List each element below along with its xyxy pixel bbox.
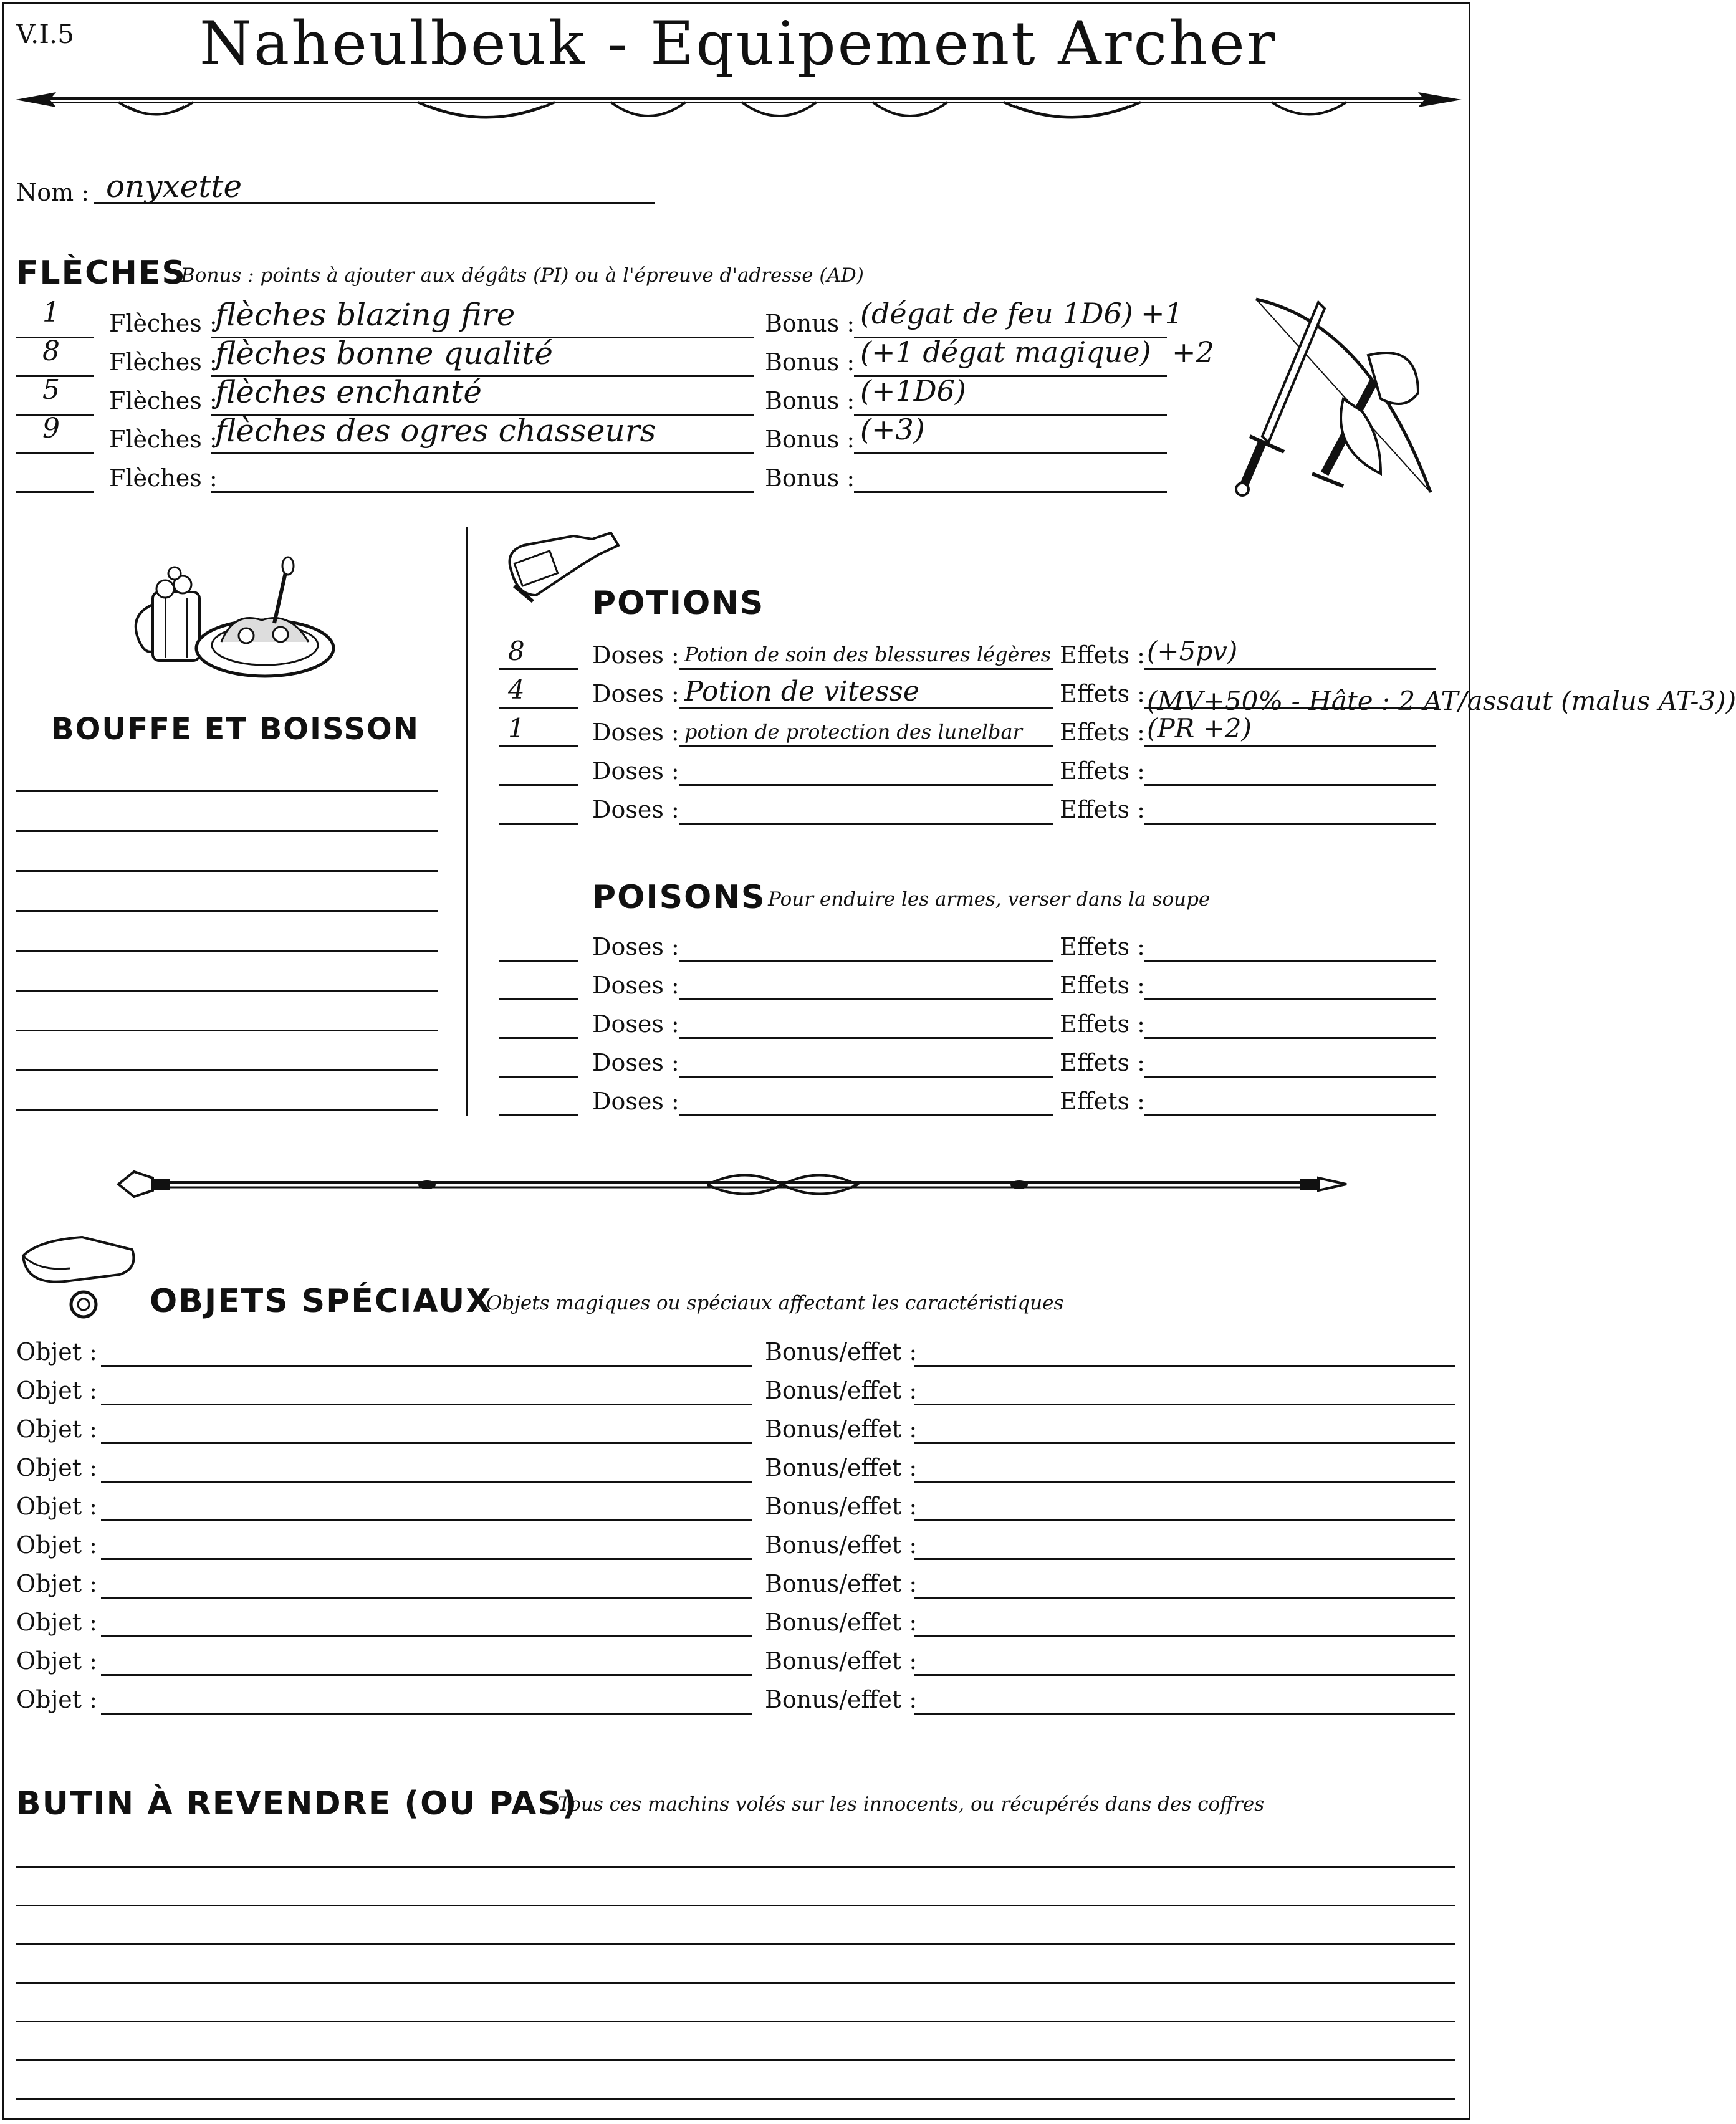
potion-name-line: [679, 745, 1053, 747]
object-line[interactable]: [101, 1442, 752, 1444]
object-bonus-line[interactable]: [914, 1442, 1455, 1444]
potion-effect[interactable]: (MV+50% - Hâte : 2 AT/assaut (malus AT-3)): [1147, 686, 1736, 716]
arrow-bonus[interactable]: (+1 dégat magique): [860, 335, 1151, 369]
arrow-qty-label: Flèches :: [109, 348, 218, 376]
loot-line[interactable]: [16, 2059, 1455, 2061]
object-bonus-line[interactable]: [914, 1674, 1455, 1676]
potion-name-line: [679, 784, 1053, 786]
poison-name-line[interactable]: [679, 960, 1053, 962]
arrow-bonus-extra[interactable]: +1: [1141, 297, 1183, 330]
poison-doses-label: Doses :: [592, 1010, 679, 1038]
object-bonus-label: Bonus/effet :: [765, 1647, 918, 1675]
arrows-subtitle: Bonus : points à ajouter aux dégâts (PI) ou à l'épreuve d'adresse (AD): [181, 264, 864, 287]
potion-qty-line: [499, 745, 578, 747]
object-bonus-label: Bonus/effet :: [765, 1377, 918, 1404]
arrow-qty-line: [16, 452, 94, 454]
food-line[interactable]: [16, 830, 438, 832]
column-divider: [466, 527, 468, 1116]
potion-doses-label: Doses :: [592, 796, 679, 823]
object-bonus-line[interactable]: [914, 1635, 1455, 1637]
name-line: [94, 202, 655, 204]
object-bonus-label: Bonus/effet :: [765, 1570, 918, 1597]
arrow-name-line: [211, 452, 754, 454]
poison-qty-line[interactable]: [499, 960, 578, 962]
arrow-bonus-label: Bonus :: [765, 426, 855, 453]
potion-effect-line: [1144, 745, 1436, 747]
poison-effects-label: Effets :: [1060, 1010, 1145, 1038]
arrow-qty[interactable]: 8: [42, 335, 60, 367]
poisons-heading: POISONS: [592, 879, 766, 916]
poison-name-line[interactable]: [679, 1076, 1053, 1078]
potion-name[interactable]: Potion de vitesse: [684, 676, 919, 707]
potion-name[interactable]: Potion de soin des blessures légères: [684, 643, 1052, 666]
poison-qty-line[interactable]: [499, 1076, 578, 1078]
object-line[interactable]: [101, 1635, 752, 1637]
special-heading: OBJETS SPÉCIAUX: [150, 1283, 492, 1320]
potion-effects-label: Effets :: [1060, 719, 1145, 746]
arrow-bonus-extra[interactable]: +2: [1172, 335, 1214, 369]
potion-doses-label: Doses :: [592, 757, 679, 785]
arrow-name-line: [211, 491, 754, 493]
loot-heading: BUTIN À REVENDRE (OU PAS): [16, 1785, 578, 1822]
potion-qty-line: [499, 707, 578, 709]
object-bonus-line[interactable]: [914, 1481, 1455, 1483]
poison-effects-label: Effets :: [1060, 1088, 1145, 1115]
arrow-qty-label: Flèches :: [109, 310, 218, 337]
object-bonus-line[interactable]: [914, 1404, 1455, 1405]
arrows-heading: FLÈCHES: [16, 254, 186, 292]
poison-qty-line[interactable]: [499, 1037, 578, 1039]
object-label: Objet :: [16, 1415, 97, 1443]
potion-name[interactable]: potion de protection des lunelbar: [684, 720, 1022, 744]
potions-heading: POTIONS: [592, 585, 765, 622]
poison-qty-line[interactable]: [499, 1114, 578, 1116]
spear-divider-top-icon: [12, 80, 1465, 136]
object-label: Objet :: [16, 1647, 97, 1675]
potion-qty[interactable]: 4: [508, 674, 525, 705]
food-line[interactable]: [16, 870, 438, 872]
arrow-name[interactable]: flèches enchanté: [215, 374, 482, 410]
potion-name-line: [679, 668, 1053, 670]
loot-line[interactable]: [16, 1943, 1455, 1945]
food-drink-icon: [128, 555, 340, 679]
object-bonus-label: Bonus/effet :: [765, 1338, 918, 1366]
potion-effects-label: Effets :: [1060, 680, 1145, 707]
object-line[interactable]: [101, 1365, 752, 1367]
object-line[interactable]: [101, 1519, 752, 1521]
potion-name-line: [679, 823, 1053, 825]
version-label: V.I.5: [16, 19, 75, 49]
poison-effects-label: Effets :: [1060, 972, 1145, 999]
food-line[interactable]: [16, 1069, 438, 1071]
poison-name-line[interactable]: [679, 998, 1053, 1000]
arrow-qty[interactable]: 5: [42, 374, 60, 406]
crossed-weapons-icon: [1219, 287, 1455, 511]
poison-doses-label: Doses :: [592, 1049, 679, 1076]
arrow-bonus[interactable]: (dégat de feu 1D6): [860, 297, 1133, 330]
object-bonus-line[interactable]: [914, 1713, 1455, 1715]
object-bonus-line[interactable]: [914, 1558, 1455, 1560]
food-line[interactable]: [16, 990, 438, 992]
potion-effect[interactable]: (PR +2): [1147, 713, 1252, 744]
potion-doses-label: Doses :: [592, 719, 679, 746]
page-title: Naheulbeuk - Equipement Archer: [199, 9, 1277, 79]
poison-doses-label: Doses :: [592, 1088, 679, 1115]
potion-qty[interactable]: 8: [508, 636, 525, 666]
object-line[interactable]: [101, 1674, 752, 1676]
scroll-ring-icon: [14, 1231, 145, 1324]
object-line[interactable]: [101, 1404, 752, 1405]
object-line[interactable]: [101, 1558, 752, 1560]
object-line[interactable]: [101, 1597, 752, 1599]
potion-effect-line: [1144, 668, 1436, 670]
object-bonus-label: Bonus/effet :: [765, 1415, 918, 1443]
poison-effect-line[interactable]: [1144, 998, 1436, 1000]
object-label: Objet :: [16, 1493, 97, 1520]
name-label: Nom :: [16, 179, 90, 206]
food-line[interactable]: [16, 910, 438, 912]
arrow-qty[interactable]: 9: [42, 413, 60, 444]
loot-line[interactable]: [16, 1982, 1455, 1984]
potion-effect-line: [1144, 784, 1436, 786]
poison-effect-line[interactable]: [1144, 960, 1436, 962]
poison-qty-line[interactable]: [499, 998, 578, 1000]
arrow-qty-label: Flèches :: [109, 426, 218, 453]
potion-qty-line: [499, 668, 578, 670]
food-line[interactable]: [16, 790, 438, 792]
arrow-qty[interactable]: 1: [42, 297, 60, 328]
food-line[interactable]: [16, 1109, 438, 1111]
staff-divider-icon: [115, 1162, 1350, 1206]
potion-effect-line: [1144, 823, 1436, 825]
potion-effects-label: Effets :: [1060, 641, 1145, 669]
food-line[interactable]: [16, 950, 438, 952]
poison-doses-label: Doses :: [592, 933, 679, 960]
arrow-bonus-label: Bonus :: [765, 348, 855, 376]
object-bonus-label: Bonus/effet :: [765, 1493, 918, 1520]
food-heading: BOUFFE ET BOISSON: [51, 712, 420, 747]
arrow-qty-line: [16, 491, 94, 493]
poisons-subtitle: Pour enduire les armes, verser dans la soupe: [768, 888, 1211, 911]
object-label: Objet :: [16, 1570, 97, 1597]
object-label: Objet :: [16, 1377, 97, 1404]
object-label: Objet :: [16, 1531, 97, 1559]
potion-effect[interactable]: (+5pv): [1147, 636, 1238, 666]
potion-qty-line: [499, 823, 578, 825]
arrow-name[interactable]: flèches bonne qualité: [215, 335, 553, 371]
arrow-bonus-label: Bonus :: [765, 464, 855, 492]
potion-effects-label: Effets :: [1060, 796, 1145, 823]
poison-effect-line[interactable]: [1144, 1076, 1436, 1078]
loot-subtitle: Tous ces machins volés sur les innocents, ou récupérés dans des coffres: [558, 1793, 1265, 1815]
arrow-qty-label: Flèches :: [109, 387, 218, 414]
object-label: Objet :: [16, 1454, 97, 1481]
poison-name-line[interactable]: [679, 1037, 1053, 1039]
potion-qty[interactable]: 1: [508, 713, 525, 744]
arrow-bonus-label: Bonus :: [765, 387, 855, 414]
arrow-bonus-label: Bonus :: [765, 310, 855, 337]
potion-doses-label: Doses :: [592, 641, 679, 669]
object-bonus-line[interactable]: [914, 1365, 1455, 1367]
object-bonus-label: Bonus/effet :: [765, 1531, 918, 1559]
arrow-qty-label: Flèches :: [109, 464, 218, 492]
arrow-bonus[interactable]: (+3): [860, 413, 925, 446]
arrow-bonus-line: [854, 452, 1167, 454]
object-bonus-label: Bonus/effet :: [765, 1686, 918, 1713]
food-line[interactable]: [16, 1030, 438, 1031]
loot-line[interactable]: [16, 2021, 1455, 2022]
poison-effect-line[interactable]: [1144, 1037, 1436, 1039]
arrow-name[interactable]: flèches des ogres chasseurs: [215, 413, 656, 449]
object-line[interactable]: [101, 1713, 752, 1715]
poison-name-line[interactable]: [679, 1114, 1053, 1116]
special-subtitle: Objets magiques ou spéciaux affectant les caractéristiques: [486, 1292, 1064, 1314]
poison-doses-label: Doses :: [592, 972, 679, 999]
poison-effect-line[interactable]: [1144, 1114, 1436, 1116]
potion-qty-line: [499, 784, 578, 786]
object-bonus-line[interactable]: [914, 1519, 1455, 1521]
loot-line[interactable]: [16, 1905, 1455, 1906]
name-value[interactable]: onyxette: [106, 168, 242, 204]
arrow-name[interactable]: flèches blazing fire: [215, 297, 516, 333]
object-line[interactable]: [101, 1481, 752, 1483]
loot-line[interactable]: [16, 1866, 1455, 1868]
object-label: Objet :: [16, 1609, 97, 1636]
poison-effects-label: Effets :: [1060, 933, 1145, 960]
poison-effects-label: Effets :: [1060, 1049, 1145, 1076]
object-label: Objet :: [16, 1686, 97, 1713]
object-bonus-label: Bonus/effet :: [765, 1454, 918, 1481]
object-label: Objet :: [16, 1338, 97, 1366]
object-bonus-line[interactable]: [914, 1597, 1455, 1599]
potion-doses-label: Doses :: [592, 680, 679, 707]
loot-line[interactable]: [16, 2098, 1455, 2100]
arrow-bonus-line: [854, 491, 1167, 493]
object-bonus-label: Bonus/effet :: [765, 1609, 918, 1636]
potion-effects-label: Effets :: [1060, 757, 1145, 785]
arrow-bonus[interactable]: (+1D6): [860, 374, 966, 408]
